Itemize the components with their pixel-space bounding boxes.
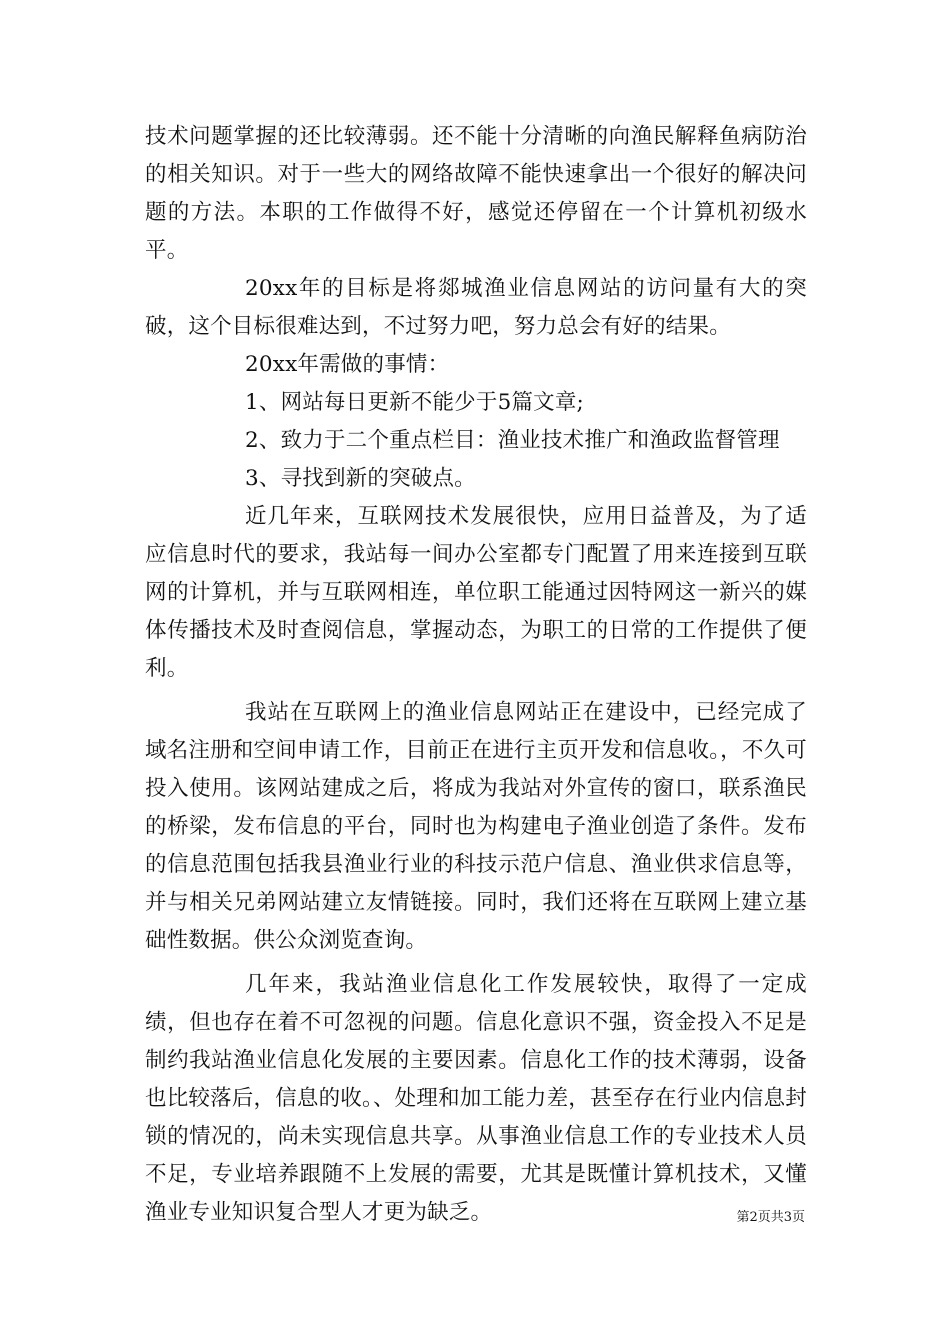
paragraph-continuation: 技术问题掌握的还比较薄弱。还不能十分清晰的向渔民解释鱼病防治的相关知识。对于一些大的网络故障不能快速拿出一个很好的解决问题的方法。本职的工作做得不好，感觉还停留在一个计算机初级水平。 bbox=[145, 124, 807, 263]
paragraph-goal: 20xx年的目标是将郯城渔业信息网站的访问量有大的突破，这个目标很难达到，不过努力吧，努力总会有好的结果。 bbox=[145, 276, 807, 339]
list-item-2: 2、致力于二个重点栏目：渔业技术推广和渔政监督管理 bbox=[245, 428, 780, 453]
document-body bbox=[145, 118, 807, 1232]
list-item-1: 1、网站每日更新不能少于5篇文章; bbox=[245, 390, 585, 415]
paragraph-internet: 近几年来，互联网技术发展很快，应用日益普及，为了适应信息时代的要求，我站每一间办公室都专门配置了用来连接到互联网的计算机，并与互联网相连，单位职工能通过因特网这一新兴的媒体传播技术及时查阅信息，掌握动态，为职工的日常的工作提供了便利。 bbox=[145, 504, 807, 681]
list-item-3: 3、寻找到新的突破点。 bbox=[245, 466, 476, 491]
paragraph-problems: 几年来，我站渔业信息化工作发展较快，取得了一定成绩，但也存在着不可忽视的问题。信息化意识不强，资金投入不足是制约我站渔业信息化发展的主要因素。信息化工作的技术薄弱，设备也比较落后，信息的收。、处理和加工能力差，甚至存在行业内信息封锁的情况的，尚未实现信息共享。从事渔业信息工作的专业技术人员不足，专业培养跟随不上发展的需要，尤其是既懂计算机技术，又懂渔业专业知识复合型人才更为缺乏。 bbox=[145, 972, 807, 1225]
paragraph-website: 我站在互联网上的渔业信息网站正在建设中，已经完成了域名注册和空间申请工作，目前正在进行主页开发和信息收。，不久可投入使用。该网站建成之后，将成为我站对外宣传的窗口，联系渔民的桥梁，发布信息的平台，同时也为构建电子渔业创造了条件。发布的信息范围包括我县渔业行业的科技示范户信息、渔业供求信息等，并与相关兄弟网站建立友情链接。同时，我们还将在互联网上建立基础性数据。供公众浏览查询。 bbox=[145, 700, 807, 953]
paragraph-todo-heading: 20xx年需做的事情： bbox=[245, 352, 450, 377]
page-number: 第2页共3页 bbox=[736, 1210, 805, 1225]
